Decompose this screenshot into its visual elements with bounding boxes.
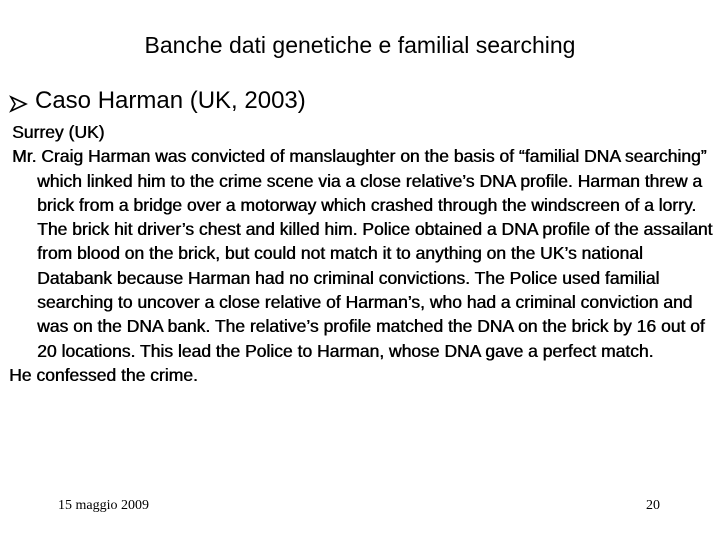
case-body <box>9 120 713 387</box>
case-confession: He confessed the crime. <box>9 364 198 385</box>
page-number: 20 <box>646 498 660 513</box>
case-description: Mr. Craig Harman was convicted of manslaughter on the basis of “familial DNA searching” which linked him to the crime scene via a close relative’s DNA profile. Harman threw a brick from a bridge over a motorway which crashed through the windscreen of a lorry. The brick hit driver’s chest and killed him. Police obtained a DNA profile of the assailant from blood on the brick, but could not match it to anything on the UK’s national Databank because Harman had no criminal convictions. The Police used familial searching to uncover a close relative of Harman’s, who had a criminal conviction and was on the DNA bank. The relative’s profile matched the DNA on the brick by 16 out of 20 locations. This lead the Police to Harman, whose DNA gave a perfect match. <box>12 146 713 361</box>
case-location: Surrey (UK) <box>12 122 105 142</box>
footer-date: 15 maggio 2009 <box>58 498 149 513</box>
arrow-bullet-icon <box>9 91 29 111</box>
case-heading <box>9 85 306 117</box>
slide-title: Banche dati genetiche e familial searching <box>144 32 576 58</box>
case-heading-text: Caso Harman (UK, 2003) <box>35 87 306 114</box>
